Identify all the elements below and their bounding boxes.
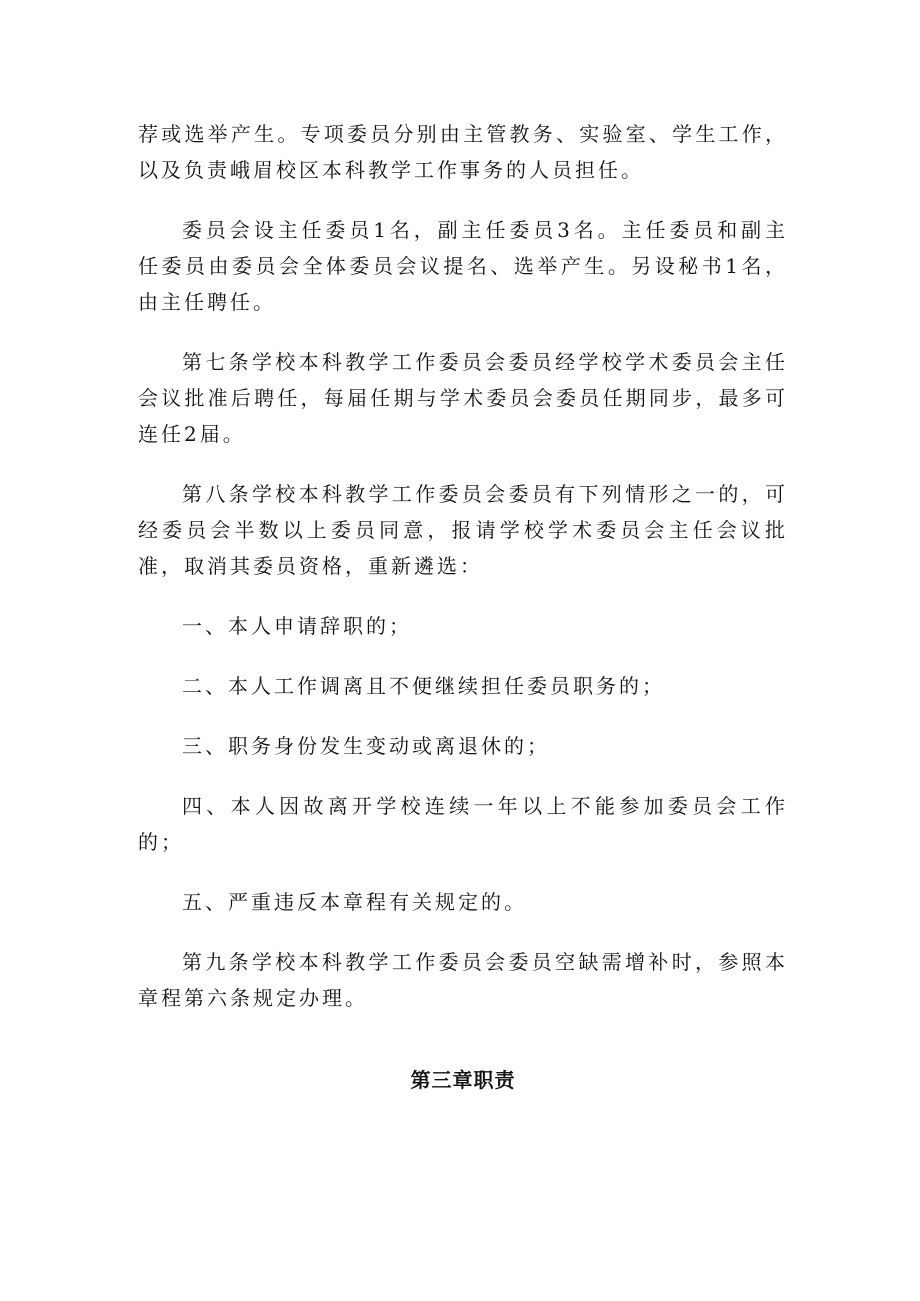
list-item-1: 一、本人申请辞职的； bbox=[182, 614, 412, 638]
document-body bbox=[138, 116, 788, 1098]
paragraph-committee-composition: 委员会设主任委员1名，副主任委员3名。主任委员和副主任委员由委员会全体委员会议提名、选举产生。另设秘书1名，由主任聘任。 bbox=[138, 218, 788, 314]
list-item-3: 三、职务身份发生变动或离退休的； bbox=[182, 734, 550, 758]
chapter-heading: 第三章职责 bbox=[410, 1068, 516, 1092]
paragraph-continuation: 荐或选举产生。专项委员分别由主管教务、实验室、学生工作，以及负责峨眉校区本科教学工作事务的人员担任。 bbox=[138, 122, 788, 182]
paragraph-article-9: 第九条学校本科教学工作委员会委员空缺需增补时，参照本章程第六条规定办理。 bbox=[138, 950, 788, 1010]
list-item-4: 四、本人因故离开学校连续一年以上不能参加委员会工作的； bbox=[138, 794, 788, 854]
list-item-5: 五、严重违反本章程有关规定的。 bbox=[182, 890, 527, 914]
paragraph-article-8: 第八条学校本科教学工作委员会委员有下列情形之一的，可经委员会半数以上委员同意，报请学校学术委员会主任会议批准，取消其委员资格，重新遴选： bbox=[138, 482, 788, 578]
paragraph-article-7: 第七条学校本科教学工作委员会委员经学校学术委员会主任会议批准后聘任，每届任期与学术委员会委员任期同步，最多可连任2届。 bbox=[138, 350, 788, 446]
list-item-2: 二、本人工作调离且不便继续担任委员职务的； bbox=[182, 674, 665, 698]
